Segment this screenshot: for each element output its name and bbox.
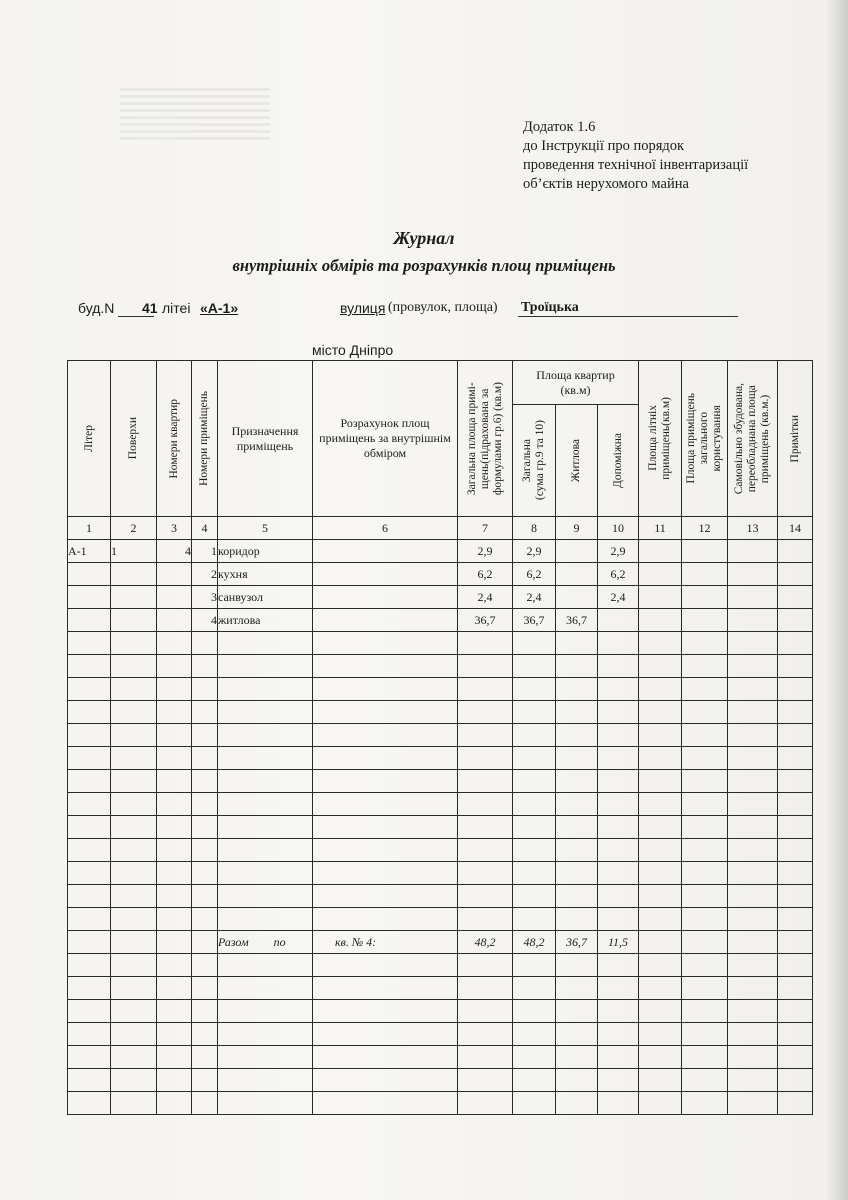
empty-row bbox=[68, 701, 813, 724]
cell-room: 4 bbox=[192, 609, 218, 632]
header-room-numbers: Номери приміщень bbox=[192, 361, 218, 517]
header-apartment-area-group: Площа квартир (кв.м) bbox=[513, 361, 639, 405]
cell-total: 2,4 bbox=[458, 586, 513, 609]
col-number: 7 bbox=[458, 517, 513, 540]
empty-row bbox=[68, 816, 813, 839]
cell-calc bbox=[313, 540, 458, 563]
empty-row bbox=[68, 632, 813, 655]
totals-total: 48,2 bbox=[458, 931, 513, 954]
appendix-line-1: Додаток 1.6 bbox=[523, 119, 596, 135]
col-number: 13 bbox=[728, 517, 778, 540]
col-number: 3 bbox=[157, 517, 192, 540]
cell-total: 36,7 bbox=[458, 609, 513, 632]
city-label: місто Дніпро bbox=[312, 342, 394, 358]
header-room-purpose: Призначення приміщень bbox=[218, 361, 313, 517]
col-number: 6 bbox=[313, 517, 458, 540]
header-apartment-numbers: Номери квартир bbox=[157, 361, 192, 517]
col-number: 12 bbox=[682, 517, 728, 540]
cell-apartment: 4 bbox=[157, 540, 192, 563]
cell-apt-total: 6,2 bbox=[513, 563, 556, 586]
empty-row bbox=[68, 1069, 813, 1092]
empty-row bbox=[68, 1046, 813, 1069]
table-row bbox=[68, 563, 813, 586]
empty-row bbox=[68, 1000, 813, 1023]
cell-living bbox=[556, 540, 598, 563]
header-living-area: Житлова bbox=[556, 405, 598, 517]
header-apartment-total: Загальна (сума гр.9 та 10) bbox=[513, 405, 556, 517]
cell-aux: 6,2 bbox=[598, 563, 639, 586]
bud-label: буд.N bbox=[78, 300, 115, 316]
col-number: 14 bbox=[778, 517, 813, 540]
cell-living: 36,7 bbox=[556, 609, 598, 632]
bud-number: 41 bbox=[142, 300, 158, 316]
street-value: Троїцька bbox=[521, 300, 579, 315]
appendix-line-3: проведення технічної інвентаризації bbox=[523, 157, 749, 173]
building-info-line bbox=[78, 300, 758, 322]
appendix-line-4: об’єктів нерухомого майна bbox=[523, 176, 689, 192]
measurements-table bbox=[67, 360, 813, 1115]
cell-apartment bbox=[157, 563, 192, 586]
cell-calc bbox=[313, 586, 458, 609]
empty-row bbox=[68, 678, 813, 701]
column-numbers-row bbox=[68, 517, 813, 540]
col-number: 5 bbox=[218, 517, 313, 540]
empty-row bbox=[68, 977, 813, 1000]
page-edge-shadow bbox=[826, 0, 848, 1200]
cell-total: 2,9 bbox=[458, 540, 513, 563]
empty-row bbox=[68, 908, 813, 931]
empty-row bbox=[68, 747, 813, 770]
cell-room: 1 bbox=[192, 540, 218, 563]
totals-apartment-label: кв. № 4: bbox=[313, 931, 458, 954]
cell-apartment bbox=[157, 609, 192, 632]
col-number: 8 bbox=[513, 517, 556, 540]
cell-apartment bbox=[157, 586, 192, 609]
cell-purpose: коридор bbox=[218, 540, 313, 563]
journal-subtitle: внутрішніх обмірів та розрахунків площ приміщень bbox=[232, 256, 616, 275]
col-number: 9 bbox=[556, 517, 598, 540]
cell-purpose: кухня bbox=[218, 563, 313, 586]
cell-floor bbox=[111, 586, 157, 609]
cell-aux bbox=[598, 609, 639, 632]
empty-row bbox=[68, 1092, 813, 1115]
table-row bbox=[68, 540, 813, 563]
journal-title: Журнал bbox=[393, 228, 455, 248]
table-row bbox=[68, 586, 813, 609]
col-number: 2 bbox=[111, 517, 157, 540]
col-number: 4 bbox=[192, 517, 218, 540]
cell-living bbox=[556, 586, 598, 609]
header-notes: Примітки bbox=[778, 361, 813, 517]
cell-calc bbox=[313, 563, 458, 586]
empty-row bbox=[68, 793, 813, 816]
totals-row bbox=[68, 931, 813, 954]
cell-liter: А-1 bbox=[68, 540, 111, 563]
empty-row bbox=[68, 770, 813, 793]
cell-purpose: санвузол bbox=[218, 586, 313, 609]
col-number: 1 bbox=[68, 517, 111, 540]
totals-label-a: Разом bbox=[218, 934, 249, 949]
header-area-calculation: Розрахунок площ приміщень за внутрішнім обміром bbox=[313, 361, 458, 517]
cell-apt-total: 2,9 bbox=[513, 540, 556, 563]
empty-row bbox=[68, 885, 813, 908]
totals-aux: 11,5 bbox=[598, 931, 639, 954]
header-unauthorized-area: Самовільно збудована, переобладнана площа приміщень (кв.м.) bbox=[728, 361, 778, 517]
cell-floor bbox=[111, 609, 157, 632]
cell-liter bbox=[68, 586, 111, 609]
cell-aux: 2,9 bbox=[598, 540, 639, 563]
empty-row bbox=[68, 954, 813, 977]
faded-stamp-mark bbox=[120, 85, 270, 140]
street-hint: (провулок, площа) bbox=[388, 300, 498, 315]
empty-row bbox=[68, 862, 813, 885]
cell-purpose: житлова bbox=[218, 609, 313, 632]
cell-total: 6,2 bbox=[458, 563, 513, 586]
totals-living: 36,7 bbox=[556, 931, 598, 954]
cell-liter bbox=[68, 563, 111, 586]
totals-label bbox=[218, 931, 313, 954]
col-number: 11 bbox=[639, 517, 682, 540]
header-floors: Поверхи bbox=[111, 361, 157, 517]
cell-aux: 2,4 bbox=[598, 586, 639, 609]
header-liter: Літер bbox=[68, 361, 111, 517]
header-common-area: Площа приміщень загального користування bbox=[682, 361, 728, 517]
header-auxiliary-area: Допоміжна bbox=[598, 405, 639, 517]
col-number: 10 bbox=[598, 517, 639, 540]
cell-floor: 1 bbox=[111, 540, 157, 563]
table-row bbox=[68, 609, 813, 632]
street-label: вулиця bbox=[340, 300, 386, 316]
cell-room: 2 bbox=[192, 563, 218, 586]
empty-row bbox=[68, 839, 813, 862]
cell-room: 3 bbox=[192, 586, 218, 609]
appendix-line-2: до Інструкції про порядок bbox=[523, 138, 685, 154]
empty-row bbox=[68, 655, 813, 678]
cell-apt-total: 36,7 bbox=[513, 609, 556, 632]
cell-calc bbox=[313, 609, 458, 632]
empty-row bbox=[68, 724, 813, 747]
appendix-note bbox=[523, 118, 813, 194]
header-total-area: Загальна площа примі- щень(підрахована за формулами гр.6) (кв.м) bbox=[458, 361, 513, 517]
header-summer-area: Площа літніх приміщень(кв.м) bbox=[639, 361, 682, 517]
cell-liter bbox=[68, 609, 111, 632]
cell-living bbox=[556, 563, 598, 586]
liter-label: літеі bbox=[162, 300, 191, 316]
empty-row bbox=[68, 1023, 813, 1046]
liter-value: «А-1» bbox=[200, 300, 239, 316]
cell-floor bbox=[111, 563, 157, 586]
totals-apt-total: 48,2 bbox=[513, 931, 556, 954]
totals-label-b: по bbox=[273, 934, 286, 949]
cell-apt-total: 2,4 bbox=[513, 586, 556, 609]
